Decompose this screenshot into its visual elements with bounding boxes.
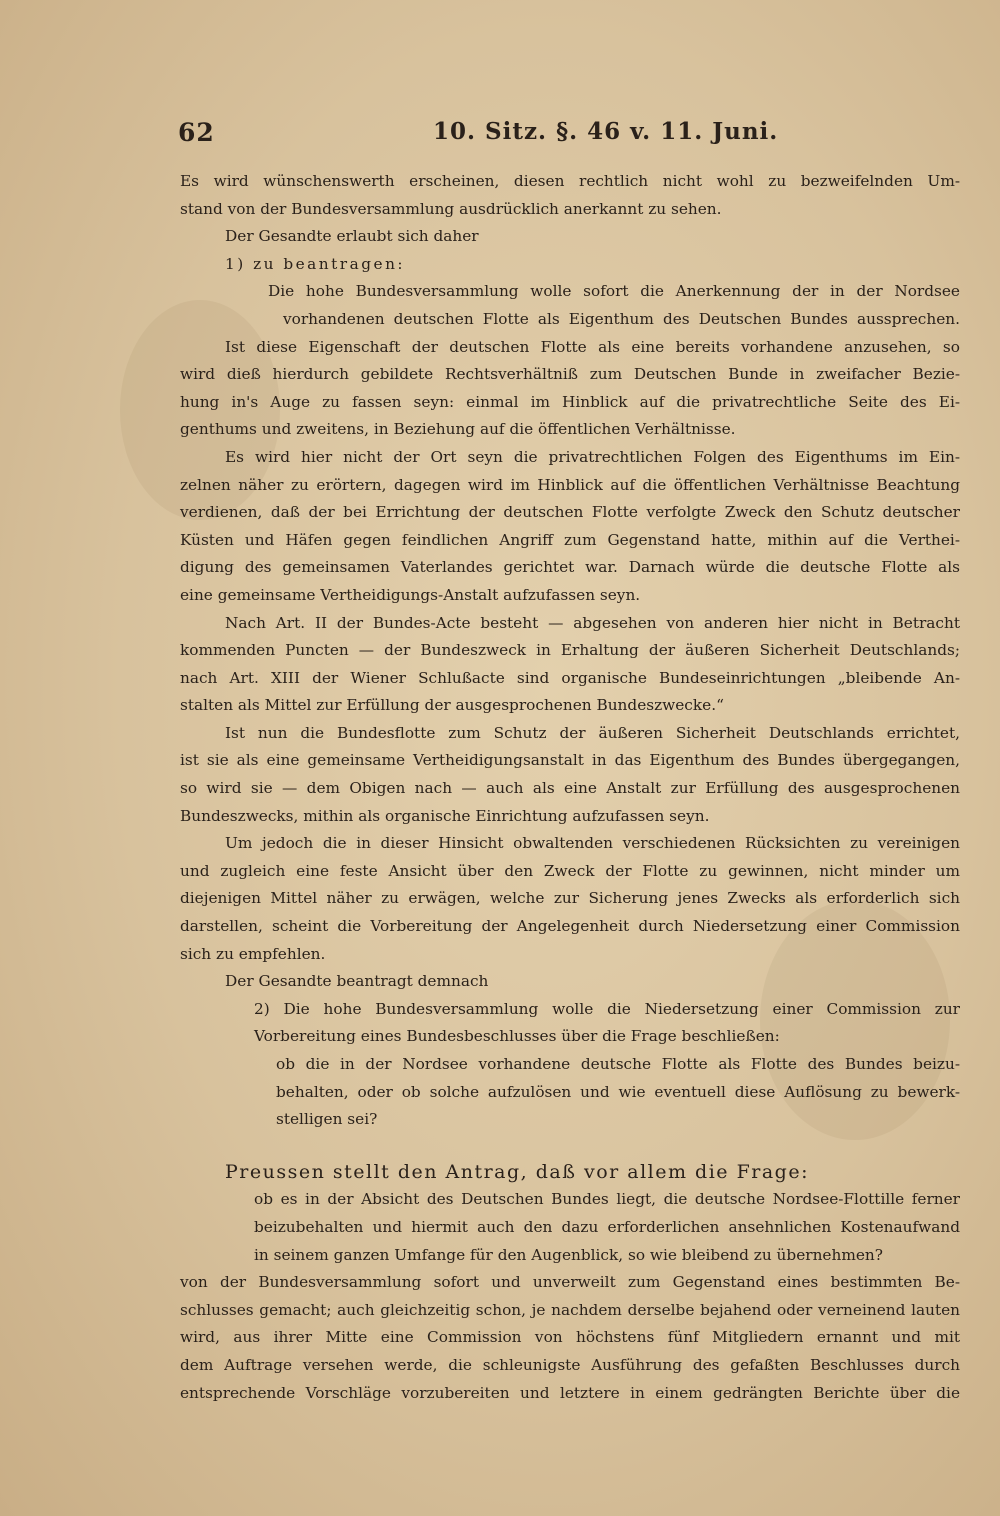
text-line: Ist nun die Bundesflotte zum Schutz der äußeren Sicherheit Deutschlands errichtet, (225, 723, 960, 742)
text-line: kommenden Puncten — der Bundeszweck in Erhaltung der äußeren Sicherheit Deutschlands; (180, 641, 960, 660)
text-line: entsprechende Vorschläge vorzubereiten und letztere in einem gedrängten Berichte über die (180, 1383, 960, 1402)
text-line: darstellen, scheint die Vorbereitung der Angelegenheit durch Niedersetzung einer Commission (180, 917, 960, 936)
text-body (180, 168, 960, 1407)
text-line: Der Gesandte beantragt demnach (225, 972, 489, 991)
text-line: so wird sie — dem Obigen nach — auch als eine Anstalt zur Erfüllung des ausgesprochenen (180, 779, 960, 798)
text-line: Der Gesandte erlaubt sich daher (225, 227, 479, 246)
text-line: digung des gemeinsamen Vaterlandes gerichtet war. Darnach würde die deutsche Flotte als (180, 558, 960, 577)
text-line: Ist diese Eigenschaft der deutschen Flotte als eine bereits vorhandene anzusehen, so (225, 337, 960, 356)
text-line: beizubehalten und hiermit auch den dazu erforderlichen ansehnlichen Kostenaufwand (254, 1217, 960, 1236)
text-line: eine gemeinsame Vertheidigungs-Anstalt aufzufassen seyn. (180, 585, 641, 604)
text-line: Die hohe Bundesversammlung wolle sofort die Anerkennung der in der Nordsee (268, 282, 960, 301)
text-line: Es wird wünschenswerth erscheinen, diesen rechtlich nicht wohl zu bezweifelnden Um- (180, 172, 960, 190)
text-line (180, 251, 960, 279)
text-line: diejenigen Mittel näher zu erwägen, welche zur Sicherung jenes Zwecks als erforderlich sich (180, 889, 960, 908)
text-line: und zugleich eine feste Ansicht über den Zweck der Flotte zu gewinnen, nicht minder um (180, 861, 960, 880)
text-line: sich zu empfehlen. (180, 944, 326, 963)
text-line: Küsten und Häfen gegen feindlichen Angriff zum Gegenstand hatte, mithin auf die Verthei- (180, 530, 960, 549)
text-line: Nach Art. II der Bundes-Acte besteht — abgesehen von anderen hier nicht in Betracht (225, 613, 960, 632)
text-line: Es wird hier nicht der Ort seyn die privatrechtlichen Folgen des Eigenthums im Ein- (225, 447, 960, 466)
text-line: ob es in der Absicht des Deutschen Bundes liegt, die deutsche Nordsee-Flottille ferner (254, 1190, 960, 1209)
text-line: 2) Die hohe Bundesversammlung wolle die Niedersetzung einer Commission zur (254, 999, 960, 1018)
text-line: dem Auftrage versehen werde, die schleunigste Ausführung des gefaßten Beschlusses durch (180, 1355, 960, 1374)
paragraph-gap (180, 1134, 960, 1159)
text-line: wird dieß hierdurch gebildete Rechtsverhältniß zum Deutschen Bunde in zweifacher Bezie- (180, 365, 960, 384)
page-number: 62 (178, 118, 215, 147)
text-line: hung in's Auge zu fassen seyn: einmal im Hinblick auf die privatrechtliche Seite des Ei- (180, 392, 960, 411)
text-line: ist sie als eine gemeinsame Vertheidigungsanstalt in das Eigenthum des Bundes übergegangen, (180, 751, 960, 770)
text-line: Vorbereitung eines Bundesbeschlusses über die Frage beschließen: (254, 1027, 780, 1046)
text-line: schlusses gemacht; auch gleichzeitig schon, je nachdem derselbe bejahend oder verneinend lauten (180, 1300, 960, 1319)
text-line: behalten, oder ob solche aufzulösen und wie eventuell diese Auflösung zu bewerk- (276, 1082, 960, 1101)
text-line (180, 1159, 960, 1187)
emphasis-beantragen: 1) zu beantragen: (225, 254, 406, 273)
text-line: stelligen sei? (276, 1110, 378, 1129)
text-line: verdienen, daß der bei Errichtung der deutschen Flotte verfolgte Zweck den Schutz deutscher (180, 503, 960, 522)
text-line: ob die in der Nordsee vorhandene deutsche Flotte als Flotte des Bundes beizu- (276, 1055, 960, 1073)
emphasis-preussen: Preussen stellt den Antrag, daß vor allem die Frage: (225, 1160, 809, 1183)
text-line: stalten als Mittel zur Erfüllung der ausgesprochenen Bundeszwecke.“ (180, 696, 724, 715)
text-line: von der Bundesversammlung sofort und unverweilt zum Gegenstand eines bestimmten Be- (180, 1273, 960, 1292)
text-line: nach Art. XIII der Wiener Schlußacte sind organische Bundeseinrichtungen „bleibende An- (180, 668, 960, 687)
text-line: Um jedoch die in dieser Hinsicht obwaltenden verschiedenen Rücksichten zu vereinigen (225, 834, 960, 853)
text-line: wird, aus ihrer Mitte eine Commission von höchstens fünf Mitgliedern ernannt und mit (180, 1328, 960, 1347)
running-head: 10. Sitz. §. 46 v. 11. Juni. (433, 118, 779, 145)
page-header (178, 118, 968, 158)
text-line: stand von der Bundesversammlung ausdrücklich anerkannt zu sehen. (180, 199, 722, 218)
text-line: genthums und zweitens, in Beziehung auf die öffentlichen Verhältnisse. (180, 420, 736, 439)
text-line: zelnen näher zu erörtern, dagegen wird im Hinblick auf die öffentlichen Verhältnisse Beachtung (180, 475, 960, 494)
text-line: Bundeszwecks, mithin als organische Einrichtung aufzufassen seyn. (180, 806, 710, 825)
text-line: in seinem ganzen Umfange für den Augenblick, so wie bleibend zu übernehmen? (254, 1245, 883, 1264)
text-line: vorhandenen deutschen Flotte als Eigenthum des Deutschen Bundes aussprechen. (283, 309, 960, 328)
